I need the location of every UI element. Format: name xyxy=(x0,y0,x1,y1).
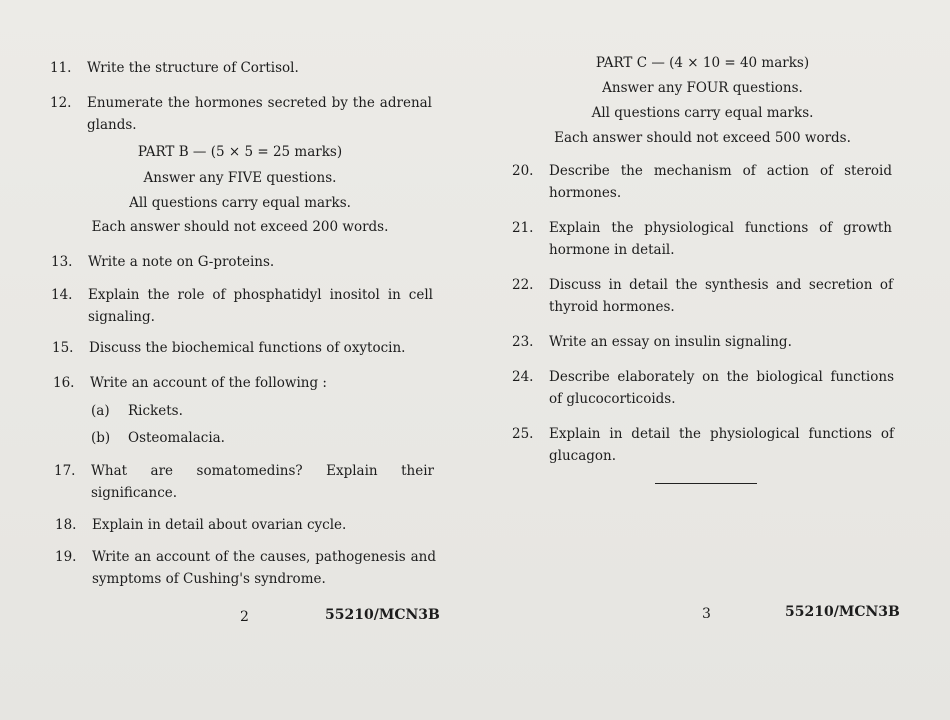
question-number: 12. xyxy=(50,95,72,111)
question-text: Discuss in detail the synthesis and secretion of thyroid hormones. xyxy=(549,277,893,315)
end-rule xyxy=(655,483,757,484)
subpart-text: Osteomalacia. xyxy=(128,430,225,446)
question-text: Write an account of the causes, pathogenesis and symptoms of Cushing's syndrome. xyxy=(92,549,436,587)
part-b-instruction: All questions carry equal marks. xyxy=(129,195,351,211)
question-text: Write an account of the following : xyxy=(90,375,327,391)
question-text: Explain in detail the physiological functions of glucagon. xyxy=(549,426,894,464)
question-text: Describe the mechanism of action of steroid hormones. xyxy=(549,163,892,201)
paper-code: 55210/MCN3B xyxy=(785,604,900,620)
question-text: Write the structure of Cortisol. xyxy=(87,60,299,76)
question-number: 17. xyxy=(54,463,76,479)
question-text: Enumerate the hormones secreted by the adrenal glands. xyxy=(87,95,432,133)
subpart-label: (b) xyxy=(91,430,111,446)
subpart-label: (a) xyxy=(91,403,110,419)
question-number: 23. xyxy=(512,334,534,350)
part-b-heading: PART B — (5 × 5 = 25 marks) xyxy=(137,144,343,160)
question-text: Write an essay on insulin signaling. xyxy=(549,334,792,350)
part-c-instruction: All questions carry equal marks. xyxy=(591,105,814,121)
question-number: 14. xyxy=(51,287,73,303)
question-number: 15. xyxy=(52,340,74,356)
part-b-instruction: Answer any FIVE questions. xyxy=(143,170,337,186)
question-number: 22. xyxy=(512,277,534,293)
question-text: Explain in detail about ovarian cycle. xyxy=(92,517,347,533)
question-text: Explain the physiological functions of growth hormone in detail. xyxy=(549,220,892,258)
part-c-instruction: Each answer should not exceed 500 words. xyxy=(554,130,851,146)
page-number: 2 xyxy=(240,609,249,625)
right-page xyxy=(475,0,950,720)
question-text: Explain the role of phosphatidyl inositol in cell signaling. xyxy=(88,287,433,325)
question-text: Write a note on G-proteins. xyxy=(88,254,275,270)
question-number: 13. xyxy=(51,254,73,270)
question-number: 21. xyxy=(512,220,534,236)
question-text: Discuss the biochemical functions of oxytocin. xyxy=(89,340,406,356)
question-number: 20. xyxy=(512,163,534,179)
question-text: What are somatomedins? Explain their significance. xyxy=(91,463,434,501)
paper-code: 55210/MCN3B xyxy=(325,607,440,623)
question-number: 25. xyxy=(512,426,534,442)
question-text: Describe elaborately on the biological functions of glucocorticoids. xyxy=(549,369,894,407)
part-b-instruction: Each answer should not exceed 200 words. xyxy=(91,219,389,235)
part-c-instruction: Answer any FOUR questions. xyxy=(602,80,803,96)
question-number: 16. xyxy=(53,375,75,391)
question-number: 18. xyxy=(55,517,77,533)
question-number: 11. xyxy=(50,60,72,76)
page-number: 3 xyxy=(702,606,711,622)
subpart-text: Rickets. xyxy=(128,403,183,419)
question-number: 24. xyxy=(512,369,534,385)
part-c-heading: PART C — (4 × 10 = 40 marks) xyxy=(595,55,810,71)
question-number: 19. xyxy=(55,549,77,565)
